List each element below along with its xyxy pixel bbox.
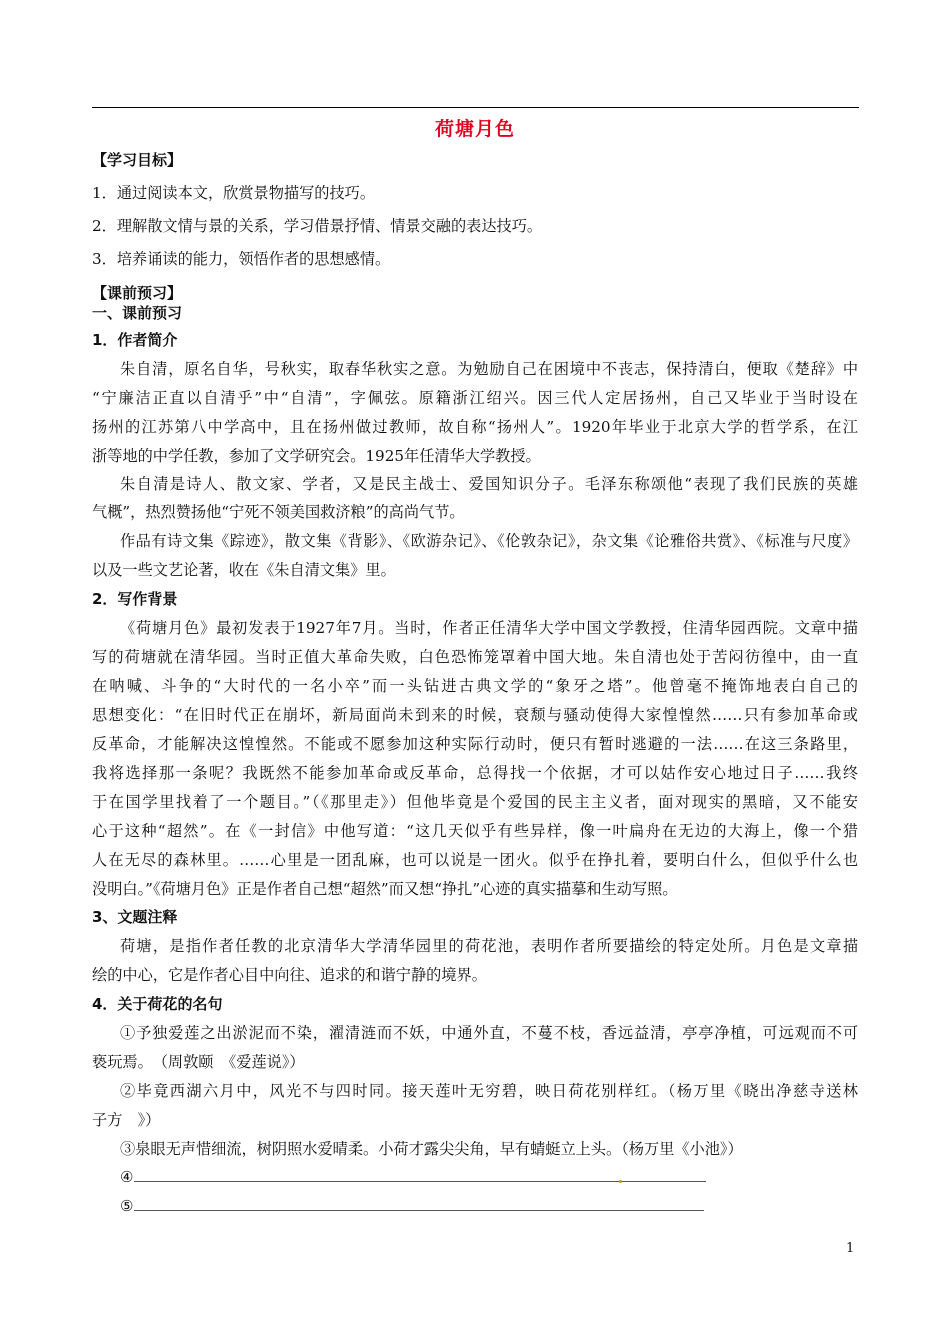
- author-line: 扬州的江苏第八中学高中，且在扬州做过教师，故自称“扬州人”。1920年毕业于北京大学的哲学系，在江: [92, 418, 858, 436]
- author-line: “宁廉洁正直以自清乎”中“自清”，字佩弦。原籍浙江绍兴。因三代人定居扬州，自己又毕业于当时设在: [92, 389, 858, 407]
- preview-heading: 【课前预习】: [92, 284, 183, 302]
- author-line: 朱自清，原名自华，号秋实，取春华秋实之意。为勉励自己在困境中不丧志，保持清白，便取《楚辞》中: [120, 360, 858, 378]
- title-note-line: 绘的中心，它是作者心目中向往、追求的和谐宁静的境界。: [92, 966, 487, 984]
- background-line: 在呐喊、斗争的“大时代的一名小卒”而一头钻进古典文学的“象牙之塔”。他曾毫不掩饰地表白自己的: [92, 677, 858, 695]
- background-line: 人在无尽的森林里。……心里是一团乱麻，也可以说是一团火。似乎在挣扎着，要明白什么，但似乎什么也: [92, 851, 858, 869]
- blank-marker: ④: [120, 1168, 134, 1186]
- background-line: 思想变化：“在旧时代正在崩坏，新局面尚未到来的时候，衰颓与骚动使得大家惶惶然……只有参加革命或: [92, 706, 858, 724]
- stray-dot: [619, 1180, 622, 1183]
- lotus-quote: 亵玩焉。 （周敦颐 《爱莲说》）: [92, 1053, 305, 1071]
- background-line: 没明白。”《荷塘月色》正是作者自己想“超然”而又想“挣扎”心迹的真实描摹和生动写照。: [92, 880, 678, 898]
- background-heading: 2．写作背景: [92, 590, 178, 608]
- background-line: 反革命，才能解决这惶惶然。不能或不愿参加这种实际行动时，便只有暂时逃避的一法……在这三条路里，: [92, 735, 858, 753]
- title-note-heading: 3、文题注释: [92, 908, 178, 926]
- background-line: 心于这种“超然”。在《一封信》中他写道：“这几天似乎有些异样，像一叶扁舟在无边的大海上，像一个猎: [92, 822, 858, 840]
- preview-subheading: 一、课前预习: [92, 304, 183, 322]
- lotus-quote: ③泉眼无声惜细流，树阴照水爱晴柔。小荷才露尖尖角，早有蜻蜓立上头。（杨万里《小池》）: [120, 1140, 743, 1158]
- background-line: 写的荷塘就在清华园。当时正值大革命失败，白色恐怖笼罩着中国大地。朱自清也处于苦闷彷徨中，由一直: [92, 648, 858, 666]
- lotus-quote: ②毕竟西湖六月中，风光不与四时同。接天莲叶无穷碧，映日荷花别样红。（杨万里《晓出净慈寺送林: [120, 1082, 858, 1100]
- background-line: 《荷塘月色》最初发表于1927年7月。当时，作者正任清华大学中国文学教授，住清华园西院。文章中描: [120, 619, 858, 637]
- goal-item: 2．理解散文情与景的关系，学习借景抒情、情景交融的表达技巧。: [92, 217, 543, 235]
- blank-marker: ⑤: [120, 1197, 134, 1215]
- lotus-quote: 子方 》）: [92, 1111, 161, 1129]
- lotus-heading: 4．关于荷花的名句: [92, 995, 223, 1013]
- works-line: 作品有诗文集《踪迹》，散文集《背影》、《欧游杂记》、《伦敦杂记》，杂文集《论雅俗共赏》、《标准与尺度》: [120, 532, 858, 550]
- goal-item: 1．通过阅读本文，欣赏景物描写的技巧。: [92, 184, 376, 202]
- author-line: 浙等地的中学任教，参加了文学研究会。1925年任清华大学教授。: [92, 447, 541, 465]
- works-line: 以及一些文艺论著，收在《朱自清文集》里。: [92, 561, 396, 579]
- page-title: 荷塘月色: [434, 118, 515, 140]
- author-line: 朱自清是诗人、散文家、学者，又是民主战士、爱国知识分子。毛泽东称颂他“表现了我们民族的英雄: [120, 475, 858, 493]
- author-heading: 1．作者简介: [92, 331, 178, 349]
- background-line: 我将选择那一条呢？我既然不能参加革命或反革命，总得找一个依据，才可以姑作安心地过日子……我终: [92, 764, 858, 782]
- header-rule: [92, 107, 859, 108]
- goals-heading: 【学习目标】: [92, 151, 183, 169]
- blank-line-4: [120, 1167, 706, 1187]
- page-number: 1: [846, 1241, 855, 1256]
- goal-item: 3．培养诵读的能力，领悟作者的思想感情。: [92, 250, 391, 268]
- title-note-line: 荷塘，是指作者任教的北京清华大学清华园里的荷花池，表明作者所要描绘的特定处所。月色是文章描: [120, 937, 858, 955]
- background-line: 于在国学里找着了一个题目。”（《那里走》）但他毕竟是个爱国的民主主义者，面对现实的黑暗，又不能安: [92, 793, 858, 811]
- author-line: 气概”，热烈赞扬他“宁死不领美国救济粮”的高尚气节。: [92, 503, 465, 521]
- lotus-quote: ①予独爱莲之出淤泥而不染，濯清涟而不妖，中通外直，不蔓不枝，香远益清，亭亭净植，可远观而不可: [120, 1024, 858, 1042]
- fill-in-blank: [134, 1196, 704, 1211]
- blank-line-5: [120, 1196, 704, 1216]
